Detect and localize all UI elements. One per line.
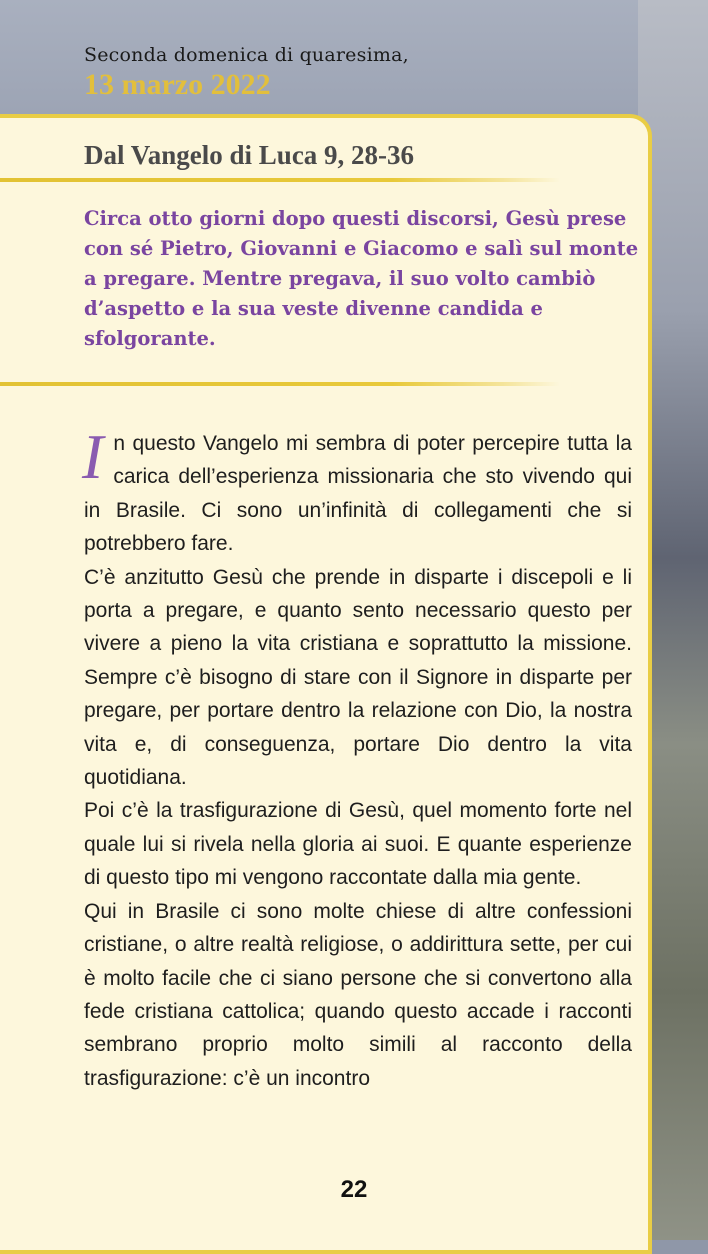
gospel-reference: Dal Vangelo di Luca 9, 28-36	[84, 140, 415, 170]
occasion-title: Seconda domenica di quaresima,	[84, 44, 409, 66]
drop-cap: I	[82, 421, 104, 492]
divider-bottom	[0, 382, 560, 386]
page-header	[84, 44, 644, 102]
paragraph-3: Poi c’è la trasfigurazione di Gesù, quel momento forte nel quale lui si rivela nella gloria ai suoi. E quante esperienze di questo tipo mi vengono raccontate dalla mia gente.	[84, 799, 632, 890]
paragraph-1	[82, 421, 632, 561]
page-number: 22	[340, 1176, 368, 1203]
divider-top	[0, 178, 560, 182]
date-title: 13 marzo 2022	[84, 68, 271, 101]
paragraph-4: Qui in Brasile ci sono molte chiese di altre confessioni cristiane, o altre realtà religiose, o addirittura sette, per cui è molto facile che ci siano persone che si convertono alla fede cristiana cattolica; quando questo accade i racconti sembrano proprio molto simili al racconto della trasfigurazione: c’è un incontro	[84, 899, 632, 1090]
paragraph-1-text: n questo Vangelo mi sembra di poter percepire tutta la carica dell’esperienza missionaria che sto vivendo qui in Brasile. Ci sono un’infinità di collegamenti che si potrebbero fare.	[84, 432, 632, 556]
paragraph-2: C’è anzitutto Gesù che prende in disparte i discepoli e li porta a pregare, e quanto sento necessario questo per vivere a pieno la vita cristiana e soprattutto la missione. Sempre c’è bisogno di stare con il Signore in disparte per pregare, per portare dentro la relazione con Dio, la nostra vita e, di conseguenza, portare Dio dentro la vita quotidiana.	[84, 565, 632, 790]
gospel-quote: Circa otto giorni dopo questi discorsi, Gesù prese con sé Pietro, Giovanni e Giacomo e salì sul monte a pregare. Mentre pregava, il suo volto cambiò d’aspetto e la sua veste divenne candida e sfolgorante.	[84, 207, 639, 350]
article-body	[82, 421, 632, 1095]
